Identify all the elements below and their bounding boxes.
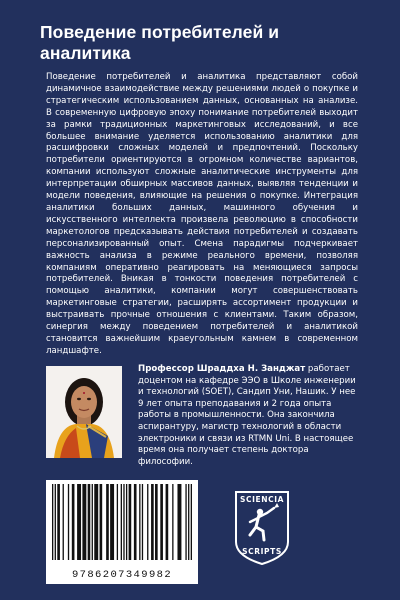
- barcode-bar: [55, 484, 56, 560]
- barcode-bar: [63, 484, 64, 560]
- author-bio: [138, 364, 360, 468]
- barcode-bar: [106, 484, 109, 560]
- barcode-bar: [185, 484, 186, 560]
- barcode-bar: [72, 484, 75, 560]
- author-photo: [46, 366, 122, 458]
- book-title: Поведение потребителей и аналитика: [40, 22, 280, 63]
- barcode-bar: [123, 484, 124, 560]
- barcode-bar: [172, 484, 173, 560]
- barcode-bar: [151, 484, 154, 560]
- barcode-bar: [92, 484, 93, 560]
- publisher-logo: [230, 486, 294, 568]
- logo-top-text: SCIENCIA: [240, 495, 284, 504]
- runner-with-torch-icon: [230, 486, 294, 568]
- barcode-bar: [166, 484, 169, 560]
- barcode-bar: [126, 484, 127, 560]
- barcode-bar: [142, 484, 143, 560]
- barcode-bar: [121, 484, 122, 560]
- barcode-bar: [52, 484, 53, 560]
- author-portrait-icon: [46, 366, 122, 458]
- book-description: Поведение потребителей и аналитика представляют собой динамичное взаимодействие между решениями людей о покупке и стратегическим использованием данных, основанных на анализе. В современную цифровую эпоху понимание потребителей выходит за рамки традиционных маркетинговых исследований, и все большее внимание уделяется использованию аналитики для расшифровки сложных моделей и предпочтений. Поскольку потребители ориентируются в огромном количестве вариантов, компании используют сложные аналитические инструменты для интерпретации обширных массивов данных, выявляя тенденции и модели поведения, влияющие на решения о покупке. Интеграция аналитики больших данных, машинного обучения и искусственного интеллекта произвела революцию в способности маркетологов предсказывать действия потребителей и создавать персонализированный опыт. Смена парадигмы подчеркивает важность анализа в режиме реального времени, позволяя компаниям оперативно реагировать на меняющиеся запросы потребителей. Вникая в тонкости поведения потребителей с помощью аналитики, компании могут совершенствовать маркетинговые стратегии, расширять ассортимент продукции и выстраивать прочные отношения с клиентами. Таким образом, синергия между поведением потребителей и аналитикой становится важнейшим краеугольным камнем в современном ландшафте.: [46, 72, 358, 356]
- isbn-barcode: [46, 480, 198, 584]
- barcode-bar: [139, 484, 140, 560]
- barcode-bar: [77, 484, 81, 560]
- barcode-bar: [188, 484, 189, 560]
- barcode-bar: [68, 484, 69, 560]
- barcode-bar: [100, 484, 103, 560]
- barcode-bar: [147, 484, 148, 560]
- barcode-bar: [88, 484, 91, 560]
- barcode-bar: [117, 484, 118, 560]
- logo-bottom-text: SCRIPTS: [242, 547, 282, 556]
- barcode-bar: [110, 484, 114, 560]
- author-bio-text: работает доцентом на кафедре ЭЭО в Школе инженерии и технологий (SOET), Сандип Уни, Нашик. У нее 9 лет опыта преподавания и 2 года опыта работы в промышленности. Она закончила аспирантуру, магистр технологий в области электроники и связи из RTMN Uni. В настоящее время она получает степень доктора философии.: [138, 364, 356, 467]
- barcode-bar: [191, 484, 192, 560]
- barcode-bar: [57, 484, 60, 560]
- barcode-bar: [94, 484, 98, 560]
- author-name: Профессор Шраддха Н. Занджат: [138, 364, 306, 374]
- barcode-bar: [155, 484, 158, 560]
- barcode-bar: [160, 484, 163, 560]
- barcode-icon: [50, 484, 194, 562]
- barcode-bar: [82, 484, 86, 560]
- isbn-number: 9786207349982: [71, 569, 173, 581]
- barcode-bar: [177, 484, 181, 560]
- barcode-bar: [134, 484, 137, 560]
- barcode-bar: [129, 484, 132, 560]
